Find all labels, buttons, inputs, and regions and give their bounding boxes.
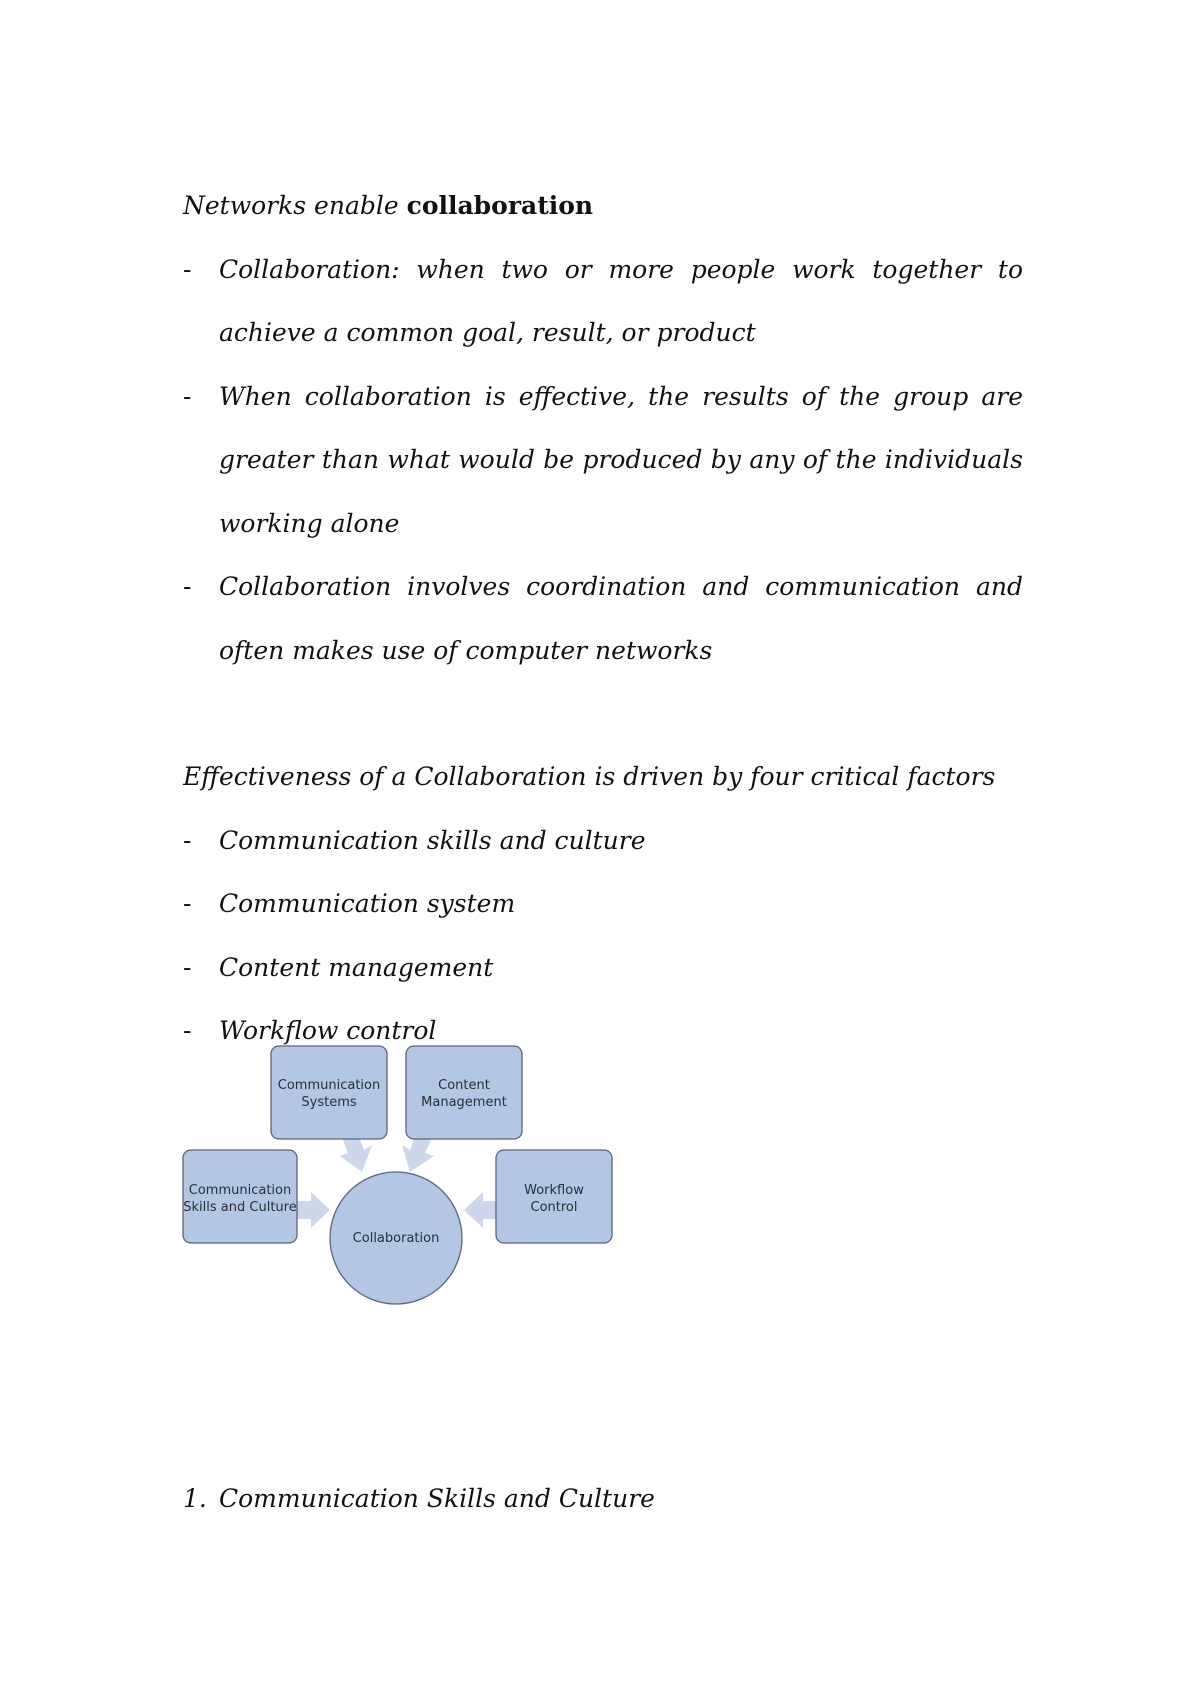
skills-culture-label-line2: Skills and Culture	[183, 1200, 297, 1215]
dash-marker: -	[183, 825, 192, 855]
list-item	[183, 238, 1023, 365]
content-management-label-line2: Management	[421, 1095, 507, 1110]
skills-culture-label-line1: Communication	[188, 1183, 292, 1198]
dash-marker: -	[183, 572, 192, 601]
list-item-text: Collaboration involves coordination and communication and often makes use of computer networks	[219, 572, 1023, 665]
section-heading-effectiveness: Effectiveness of a Collaboration is driven by four critical factors	[183, 762, 996, 791]
list-item-text: Collaboration: when two or more people work together to achieve a common goal, result, or product	[219, 254, 1023, 347]
list-item-text: Communication skills and culture	[219, 825, 646, 855]
arrow-from-communication-systems	[340, 1134, 372, 1172]
collaboration-diagram	[180, 1044, 615, 1306]
list-item-text: Workflow control	[219, 1016, 437, 1045]
workflow-control-label-line2: Control	[530, 1200, 578, 1215]
collaboration-center-label: Collaboration	[352, 1231, 440, 1246]
arrow-from-skills-culture	[297, 1192, 330, 1228]
list-item	[183, 936, 1023, 1000]
heading-italic-text: Networks enable	[183, 191, 407, 220]
list-number: 1.	[183, 1484, 207, 1513]
list-item	[183, 809, 1023, 873]
arrow-from-workflow-control	[464, 1192, 497, 1228]
list-item	[183, 872, 1023, 936]
numbered-heading-1	[183, 1467, 655, 1531]
list-item-text: Communication system	[219, 889, 516, 918]
workflow-control-label-line1: Workflow	[524, 1183, 584, 1198]
numbered-heading-text: Communication Skills and Culture	[219, 1484, 655, 1513]
dash-marker: -	[183, 1016, 192, 1045]
list-item	[183, 555, 1023, 682]
diagram-svg	[180, 1044, 615, 1306]
dash-marker: -	[183, 381, 192, 411]
factors-bullet-list	[183, 809, 1023, 1063]
communication-systems-label-line2: Systems	[301, 1095, 357, 1110]
section-heading-networks	[183, 174, 1023, 238]
document-body	[183, 174, 1023, 1063]
communication-systems-label-line1: Communication	[277, 1078, 381, 1093]
dash-marker: -	[183, 889, 192, 918]
dash-marker: -	[183, 952, 192, 982]
heading-bold-text: collaboration	[406, 191, 594, 220]
collaboration-bullet-list	[183, 238, 1023, 683]
section-spacer	[183, 682, 1023, 745]
list-item	[183, 365, 1023, 556]
content-management-label-line1: Content	[438, 1078, 490, 1093]
dash-marker: -	[183, 254, 192, 284]
arrow-from-content-management	[402, 1134, 434, 1172]
list-item-text: Content management	[219, 952, 494, 982]
list-item-text: When collaboration is effective, the results of the group are greater than what would be produced by any of the individuals working alone	[219, 381, 1023, 538]
